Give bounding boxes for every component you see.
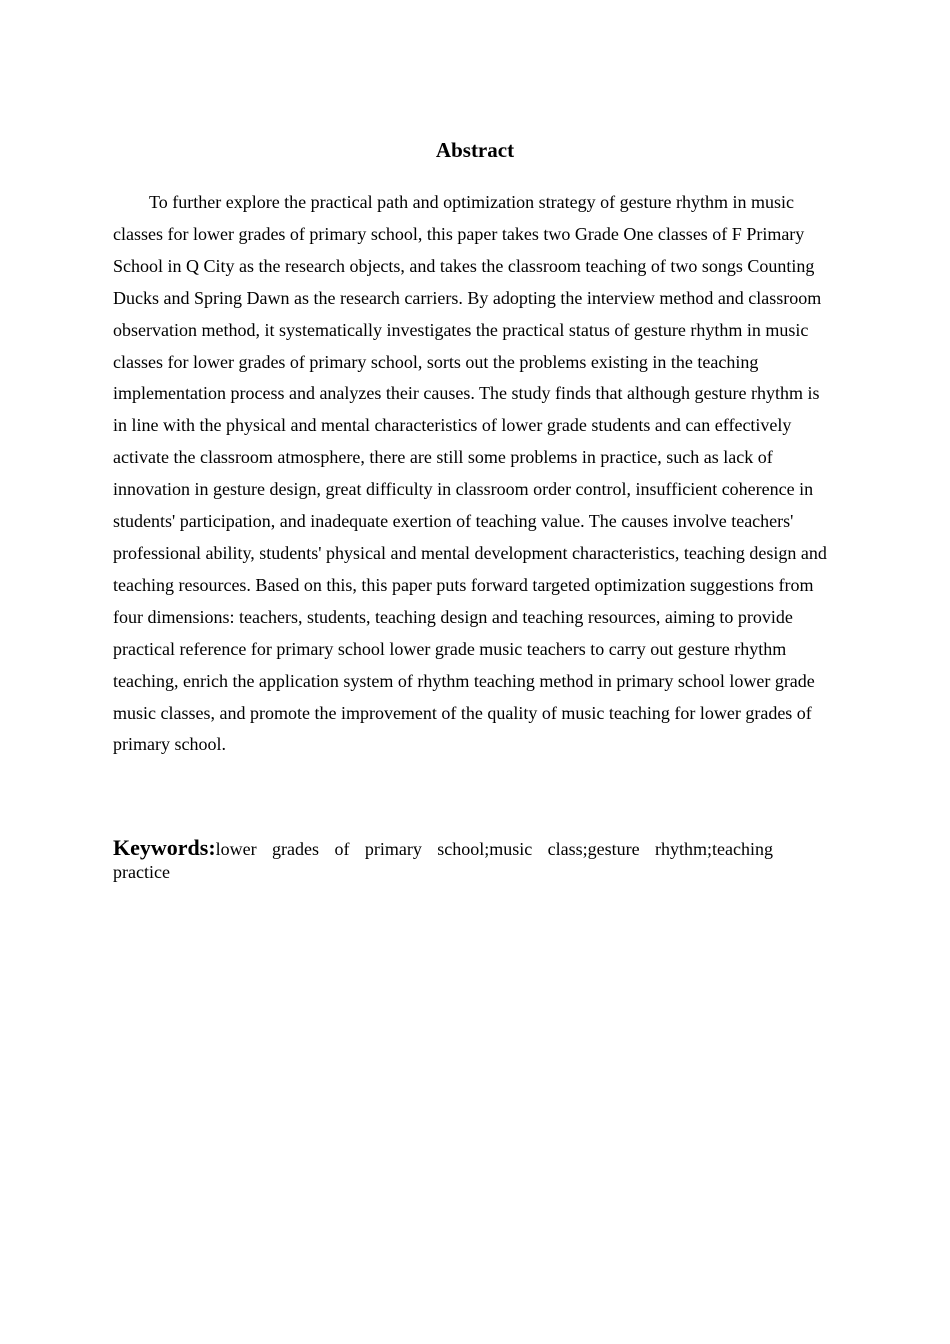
keywords-line (113, 836, 773, 884)
abstract-body-paragraph: To further explore the practical path and optimization strategy of gesture rhythm in music classes for lower grades of primary school, this paper takes two Grade One classes of F Primary School in Q City as the research objects, and takes the classroom teaching of two songs Counting Ducks and Spring Dawn as the research carriers. By adopting the interview method and classroom observation method, it systematically investigates the practical status of gesture rhythm in music classes for lower grades of primary school, sorts out the problems existing in the teaching implementation process and analyzes their causes. The study finds that although gesture rhythm is in line with the physical and mental characteristics of lower grade students and can effectively activate the classroom atmosphere, there are still some problems in practice, such as lack of innovation in gesture design, great difficulty in classroom order control, insufficient coherence in students' participation, and inadequate exertion of teaching value. The causes involve teachers' professional ability, students' physical and mental development characteristics, teaching design and teaching resources. Based on this, this paper puts forward targeted optimization suggestions from four dimensions: teachers, students, teaching design and teaching resources, aiming to provide practical reference for primary school lower grade music teachers to carry out gesture rhythm teaching, enrich the application system of rhythm teaching method in primary school lower grade music classes, and promote the improvement of the quality of music teaching for lower grades of primary school. (113, 192, 827, 755)
abstract-heading: Abstract (435, 138, 515, 162)
keywords-text: lower grades of primary school;music class;gesture rhythm;teaching practice (113, 839, 773, 882)
keywords-label: Keywords: (113, 835, 216, 860)
